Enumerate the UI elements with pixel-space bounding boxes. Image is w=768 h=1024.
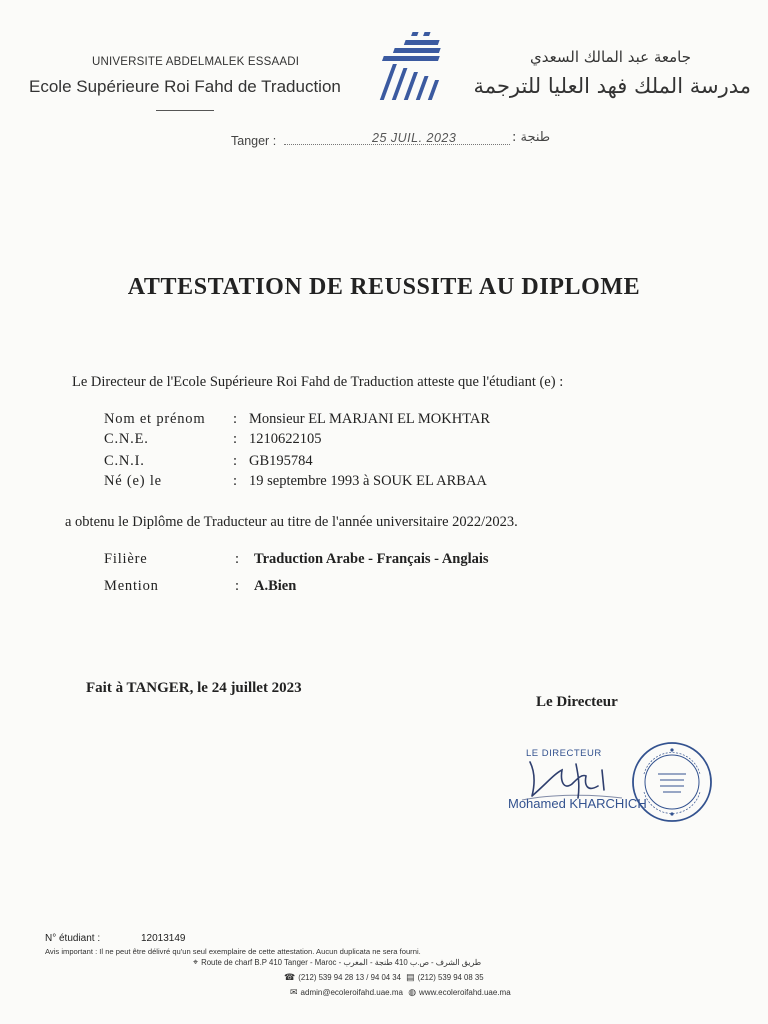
colon: : xyxy=(233,431,238,447)
university-name: UNIVERSITE ABDELMALEK ESSAADI xyxy=(92,56,300,68)
fax-icon: ▤ xyxy=(406,972,415,982)
school-name-arabic: مدرسة الملك فهد العليا للترجمة xyxy=(473,74,751,98)
document-title: ATTESTATION DE REUSSITE AU DIPLOME xyxy=(127,274,641,300)
email-text: admin@ecoleroifahd.uae.ma xyxy=(300,988,403,997)
birth-value: 19 septembre 1993 à SOUK EL ARBAA xyxy=(249,473,487,489)
field-value: Traduction Arabe - Français - Anglais xyxy=(254,551,489,567)
cne-value: 1210622105 xyxy=(249,431,322,447)
cni-label: C.N.I. xyxy=(104,453,145,469)
footer-contacts xyxy=(287,987,511,998)
footer-address xyxy=(190,957,481,968)
place-label-arabic: : طنجة xyxy=(512,130,551,145)
date-stamp: 25 JUIL. 2023 xyxy=(372,131,457,145)
location-pin-icon: ⌖ xyxy=(193,957,199,967)
web-text: www.ecoleroifahd.uae.ma xyxy=(419,988,511,997)
colon: : xyxy=(233,473,238,489)
fax-text: (212) 539 94 08 35 xyxy=(417,973,484,982)
place-label: Tanger : xyxy=(231,134,277,148)
email-icon: ✉ xyxy=(290,987,298,997)
colon: : xyxy=(233,453,238,469)
field-label: Filière xyxy=(104,551,148,567)
phone-text: (212) 539 94 28 13 / 94 04 34 xyxy=(298,973,401,982)
school-name: Ecole Supérieure Roi Fahd de Traduction xyxy=(29,77,341,96)
school-logo xyxy=(370,28,462,104)
address-text: Route de charf B.P 410 Tanger - Maroc - طريق الشرف - ص.ب 410 طنجة - المغرب xyxy=(201,958,481,967)
director-name: Mohamed KHARCHICH xyxy=(508,796,647,811)
birth-label: Né (e) le xyxy=(104,473,162,489)
cne-label: C.N.E. xyxy=(104,431,149,447)
diploma-statement: a obtenu le Diplôme de Traducteur au titre de l'année universitaire 2022/2023. xyxy=(65,514,518,530)
intro-text: Le Directeur de l'Ecole Supérieure Roi Fahd de Traduction atteste que l'étudiant (e) : xyxy=(72,374,564,390)
place-date-signed: Fait à TANGER, le 24 juillet 2023 xyxy=(86,680,302,696)
official-seal xyxy=(630,740,714,824)
grade-label: Mention xyxy=(104,578,159,594)
name-label: Nom et prénom xyxy=(104,411,206,427)
signature-stamp-label: LE DIRECTEUR xyxy=(526,748,602,759)
university-name-arabic: جامعة عبد المالك السعدي xyxy=(530,48,691,66)
grade-value: A.Bien xyxy=(254,578,297,594)
colon: : xyxy=(233,411,238,427)
header-underline xyxy=(156,110,214,111)
student-number-label: N° étudiant : xyxy=(45,933,101,944)
phone-icon: ☎ xyxy=(284,972,296,982)
director-title: Le Directeur xyxy=(536,694,618,710)
name-value: Monsieur EL MARJANI EL MOKHTAR xyxy=(249,411,491,427)
important-notice: Avis important : Il ne peut être délivré qu'un seul exemplaire de cette attestation. Aucun duplicata ne sera fourni. xyxy=(45,947,421,956)
colon: : xyxy=(235,578,240,594)
cni-value: GB195784 xyxy=(249,453,313,469)
globe-icon: ◍ xyxy=(408,987,417,997)
footer-phones xyxy=(281,972,484,983)
student-number-value: 12013149 xyxy=(141,933,186,944)
colon: : xyxy=(235,551,240,567)
